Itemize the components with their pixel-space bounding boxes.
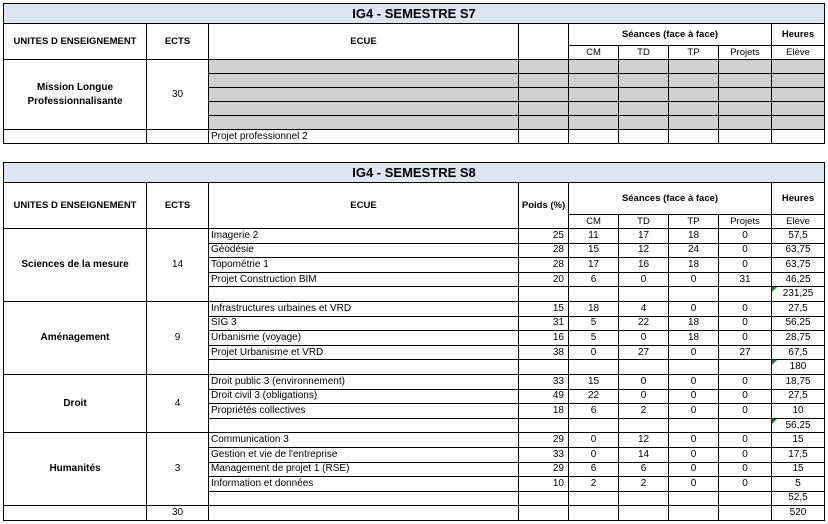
ects-humanites: 3	[147, 433, 209, 506]
projets-value: 0	[719, 389, 772, 404]
heures-value: 63,75	[772, 258, 825, 273]
s7-seances-header: Séances (face à face)	[569, 24, 772, 46]
ue-sciences-mesure: Sciences de la mesure	[4, 229, 147, 302]
ecue-name: Propriétés collectives	[209, 404, 519, 419]
ecue-name: Projet Urbanisme et VRD	[209, 345, 519, 360]
poids-value: 29	[519, 433, 569, 448]
s7-ue-name: Mission Longue Professionnalisante	[4, 60, 147, 130]
td-value: 6	[619, 462, 669, 477]
subtotal-humanites: 52,5	[772, 491, 825, 506]
s8-eleve-header: Elève	[772, 215, 825, 229]
cm-value: 6	[569, 404, 619, 419]
heures-value: 15	[772, 433, 825, 448]
ecue-name: Droit public 3 (environnement)	[209, 374, 519, 389]
s7-empty-header	[519, 24, 569, 60]
heures-value: 17,5	[772, 447, 825, 462]
poids-value: 31	[519, 316, 569, 331]
projets-value: 0	[719, 477, 772, 492]
s7-ecue-header: ECUE	[209, 24, 519, 60]
heures-value: 27,5	[772, 389, 825, 404]
tp-value: 18	[669, 229, 719, 244]
poids-value: 33	[519, 374, 569, 389]
td-value: 17	[619, 229, 669, 244]
td-value: 0	[619, 331, 669, 346]
s8-table	[3, 162, 825, 521]
ecue-name: Gestion et vie de l'entreprise	[209, 447, 519, 462]
poids-value: 15	[519, 301, 569, 316]
ecue-name: Information et données	[209, 477, 519, 492]
td-value: 2	[619, 477, 669, 492]
total-heures: 520	[772, 506, 825, 521]
ects-amenagement: 9	[147, 301, 209, 374]
poids-value: 28	[519, 243, 569, 258]
td-value: 4	[619, 301, 669, 316]
projets-value: 0	[719, 433, 772, 448]
cm-value: 22	[569, 389, 619, 404]
heures-value: 27,5	[772, 301, 825, 316]
s8-tp-header: TP	[669, 215, 719, 229]
cm-value: 6	[569, 462, 619, 477]
total-ects: 30	[147, 506, 209, 521]
projets-value: 0	[719, 229, 772, 244]
cm-value: 15	[569, 243, 619, 258]
tp-value: 0	[669, 345, 719, 360]
s7-ects: 30	[147, 60, 209, 130]
td-value: 0	[619, 389, 669, 404]
cm-value: 11	[569, 229, 619, 244]
poids-value: 18	[519, 404, 569, 419]
s7-tp-header: TP	[669, 46, 719, 60]
td-value: 2	[619, 404, 669, 419]
heures-value: 5	[772, 477, 825, 492]
ecue-name: Topométrie 1	[209, 258, 519, 273]
heures-value: 46,25	[772, 272, 825, 287]
heures-value: 28,75	[772, 331, 825, 346]
heures-value: 63,75	[772, 243, 825, 258]
cm-value: 17	[569, 258, 619, 273]
s8-seances-header: Séances (face à face)	[569, 183, 772, 215]
projets-value: 27	[719, 345, 772, 360]
ecue-name: Urbanisme (voyage)	[209, 331, 519, 346]
tp-value: 0	[669, 272, 719, 287]
s7-projet-professionnel: Projet professionnel 2	[209, 130, 519, 144]
td-value: 14	[619, 447, 669, 462]
s7-ue-header: UNITES D ENSEIGNEMENT	[4, 24, 147, 60]
s8-ue-header: UNITES D ENSEIGNEMENT	[4, 183, 147, 229]
poids-value: 29	[519, 462, 569, 477]
projets-value: 0	[719, 243, 772, 258]
ecue-name: Droit civil 3 (obligations)	[209, 389, 519, 404]
ue-amenagement: Aménagement	[4, 301, 147, 374]
poids-value: 28	[519, 258, 569, 273]
projets-value: 0	[719, 258, 772, 273]
cm-value: 2	[569, 477, 619, 492]
cm-value: 0	[569, 345, 619, 360]
s8-cm-header: CM	[569, 215, 619, 229]
tp-value: 0	[669, 447, 719, 462]
poids-value: 33	[519, 447, 569, 462]
td-value: 12	[619, 433, 669, 448]
heures-value: 15	[772, 462, 825, 477]
s8-projets-header: Projets	[719, 215, 772, 229]
poids-value: 38	[519, 345, 569, 360]
cm-value: 6	[569, 272, 619, 287]
tp-value: 0	[669, 404, 719, 419]
ue-humanites: Humanités	[4, 433, 147, 506]
tp-value: 0	[669, 374, 719, 389]
cm-value: 18	[569, 301, 619, 316]
tp-value: 0	[669, 462, 719, 477]
s7-cm-header: CM	[569, 46, 619, 60]
subtotal-amenagement: 180	[772, 360, 825, 375]
cm-value: 5	[569, 316, 619, 331]
projets-value: 31	[719, 272, 772, 287]
poids-value: 20	[519, 272, 569, 287]
s7-heures-header: Heures	[772, 24, 825, 46]
tp-value: 18	[669, 331, 719, 346]
tp-value: 0	[669, 301, 719, 316]
ecue-name: Management de projet 1 (RSE)	[209, 462, 519, 477]
heures-value: 57,5	[772, 229, 825, 244]
heures-value: 10	[772, 404, 825, 419]
s8-td-header: TD	[619, 215, 669, 229]
s8-poids-header: Poids (%)	[519, 183, 569, 229]
poids-value: 49	[519, 389, 569, 404]
projets-value: 0	[719, 301, 772, 316]
s7-eleve-header: Elève	[772, 46, 825, 60]
td-value: 0	[619, 374, 669, 389]
td-value: 27	[619, 345, 669, 360]
ecue-name: Imagerie 2	[209, 229, 519, 244]
ecue-name: Géodésie	[209, 243, 519, 258]
td-value: 22	[619, 316, 669, 331]
s7-title: IG4 - SEMESTRE S7	[4, 4, 825, 24]
subtotal-droit: 56,25	[772, 418, 825, 433]
ecue-name: Infrastructures urbaines et VRD	[209, 301, 519, 316]
ects-sciences-mesure: 14	[147, 229, 209, 302]
s7-table	[3, 3, 825, 144]
projets-value: 0	[719, 404, 772, 419]
s8-ecue-header: ECUE	[209, 183, 519, 229]
heures-value: 18,75	[772, 374, 825, 389]
tp-value: 24	[669, 243, 719, 258]
ecue-name: Communication 3	[209, 433, 519, 448]
subtotal-sciences-mesure: 231,25	[772, 287, 825, 302]
td-value: 0	[619, 272, 669, 287]
s7-td-header: TD	[619, 46, 669, 60]
poids-value: 25	[519, 229, 569, 244]
heures-value: 67,5	[772, 345, 825, 360]
tp-value: 18	[669, 258, 719, 273]
td-value: 12	[619, 243, 669, 258]
s8-heures-header: Heures	[772, 183, 825, 215]
projets-value: 0	[719, 447, 772, 462]
cm-value: 0	[569, 447, 619, 462]
tp-value: 0	[669, 433, 719, 448]
tp-value: 0	[669, 389, 719, 404]
heures-value: 56,25	[772, 316, 825, 331]
tp-value: 18	[669, 316, 719, 331]
poids-value: 10	[519, 477, 569, 492]
cm-value: 0	[569, 433, 619, 448]
td-value: 16	[619, 258, 669, 273]
s7-ects-header: ECTS	[147, 24, 209, 60]
ects-droit: 4	[147, 374, 209, 432]
cm-value: 5	[569, 331, 619, 346]
ecue-name: SIG 3	[209, 316, 519, 331]
tp-value: 0	[669, 477, 719, 492]
projets-value: 0	[719, 316, 772, 331]
cm-value: 15	[569, 374, 619, 389]
ecue-name: Projet Construction BIM	[209, 272, 519, 287]
s8-title: IG4 - SEMESTRE S8	[4, 163, 825, 183]
poids-value: 16	[519, 331, 569, 346]
s7-projets-header: Projets	[719, 46, 772, 60]
s8-ects-header: ECTS	[147, 183, 209, 229]
projets-value: 0	[719, 462, 772, 477]
projets-value: 0	[719, 331, 772, 346]
projets-value: 0	[719, 374, 772, 389]
ue-droit: Droit	[4, 374, 147, 432]
